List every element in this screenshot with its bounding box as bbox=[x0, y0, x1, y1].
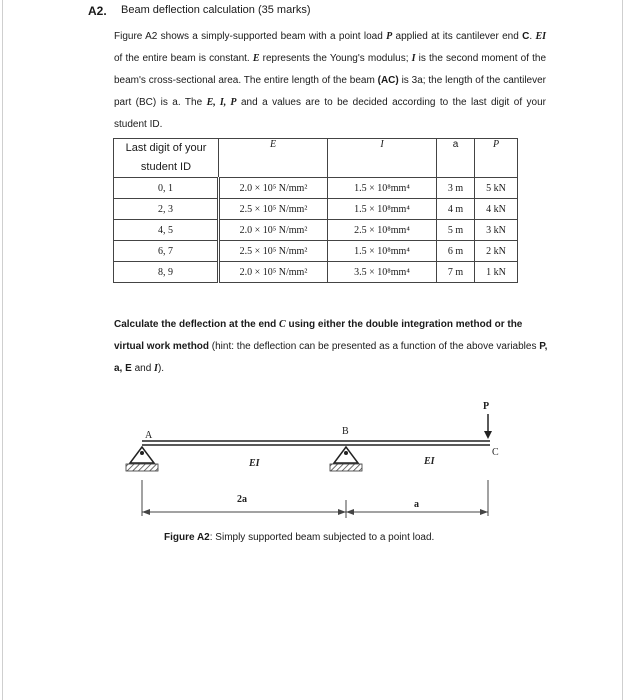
hint-text: ). bbox=[157, 363, 165, 374]
cell-a: 4 m bbox=[437, 199, 475, 220]
symbol-list: E, I, P bbox=[206, 97, 237, 108]
cell-a: 5 m bbox=[437, 220, 475, 241]
table-row bbox=[114, 262, 518, 283]
cell-digits: 6, 7 bbox=[114, 241, 219, 262]
symbol-c: C bbox=[522, 31, 530, 42]
cell-p: 5 kN bbox=[475, 178, 518, 199]
dim-a: a bbox=[414, 499, 419, 510]
question-title: Beam deflection calculation (35 marks) bbox=[121, 4, 311, 16]
cell-i: 2.5 × 10⁸mm⁴ bbox=[328, 220, 437, 241]
symbol-ei: EI bbox=[535, 31, 547, 42]
table-row bbox=[114, 241, 518, 262]
cell-i: 1.5 × 10⁸mm⁴ bbox=[328, 199, 437, 220]
cell-digits: 8, 9 bbox=[114, 262, 219, 283]
caption-label: Figure A2 bbox=[164, 532, 210, 543]
cell-p: 2 kN bbox=[475, 241, 518, 262]
symbol-e: E bbox=[252, 53, 260, 64]
cell-a: 3 m bbox=[437, 178, 475, 199]
cell-i: 1.5 × 10⁸mm⁴ bbox=[328, 241, 437, 262]
cell-i: 3.5 × 10⁸mm⁴ bbox=[328, 262, 437, 283]
header-e: E bbox=[219, 139, 328, 178]
table-row bbox=[114, 178, 518, 199]
cell-i: 1.5 × 10⁸mm⁴ bbox=[328, 178, 437, 199]
intro-text: applied at its cantilever end bbox=[392, 31, 523, 42]
page-border-left bbox=[2, 0, 3, 700]
table-row bbox=[114, 220, 518, 241]
table-row bbox=[114, 199, 518, 220]
dim-2a: 2a bbox=[237, 494, 247, 505]
header-p: P bbox=[475, 139, 518, 178]
cell-digits: 0, 1 bbox=[114, 178, 219, 199]
intro-text: . bbox=[529, 31, 536, 42]
parameter-table bbox=[113, 138, 518, 283]
cell-p: 4 kN bbox=[475, 199, 518, 220]
hint-text: (hint: the deflection can be presented as a function of the above variables bbox=[209, 341, 540, 352]
page-border-right bbox=[622, 0, 623, 700]
beam bbox=[142, 441, 490, 445]
symbol-i: I bbox=[411, 53, 416, 64]
header-i: I bbox=[328, 139, 437, 178]
intro-text: is the second moment of the beam's cross-sectional area. The entire length of the beam bbox=[114, 53, 547, 86]
instruction-paragraph bbox=[114, 314, 550, 380]
cell-digits: 2, 3 bbox=[114, 199, 219, 220]
header-student-id: Last digit of your student ID bbox=[114, 139, 219, 178]
label-a: A bbox=[145, 430, 153, 441]
symbol-list: P, a, E bbox=[114, 341, 548, 374]
cell-p: 1 kN bbox=[475, 262, 518, 283]
symbol-p: P bbox=[386, 31, 393, 42]
cell-e: 2.0 × 10⁵ N/mm² bbox=[219, 178, 328, 199]
intro-text: is 3a; the length of the cantilever part (BC) is a. The bbox=[114, 75, 546, 108]
label-ei-right: EI bbox=[424, 456, 435, 467]
instruction-text: Calculate the deflection at the end bbox=[114, 319, 280, 330]
intro-text: Figure A2 shows a simply-supported beam with a point load bbox=[114, 31, 387, 42]
dimension-lines bbox=[142, 480, 488, 518]
symbol-c: C bbox=[279, 319, 286, 330]
label-ei-left: EI bbox=[249, 458, 260, 469]
beam-figure bbox=[100, 390, 500, 525]
cell-p: 3 kN bbox=[475, 220, 518, 241]
label-b: B bbox=[342, 426, 349, 437]
question-number: A2. bbox=[88, 4, 107, 18]
cell-e: 2.5 × 10⁵ N/mm² bbox=[219, 199, 328, 220]
instruction-text: using either the double integration method or the virtual work method bbox=[114, 319, 523, 352]
intro-text: of the entire beam is constant. bbox=[114, 53, 253, 64]
table-header-row bbox=[114, 139, 518, 178]
cell-e: 2.0 × 10⁵ N/mm² bbox=[219, 262, 328, 283]
cell-e: 2.5 × 10⁵ N/mm² bbox=[219, 241, 328, 262]
intro-text: and a values are to be decided according to the last digit of your student ID. bbox=[114, 97, 546, 130]
cell-a: 6 m bbox=[437, 241, 475, 262]
label-c: C bbox=[492, 447, 499, 458]
cell-e: 2.0 × 10⁵ N/mm² bbox=[219, 220, 328, 241]
symbol-i: I bbox=[154, 363, 158, 374]
caption-text: : Simply supported beam subjected to a point load. bbox=[209, 532, 435, 543]
intro-text: represents the Young's modulus; bbox=[259, 53, 412, 64]
symbol-ac: (AC) bbox=[377, 75, 399, 86]
cell-digits: 4, 5 bbox=[114, 220, 219, 241]
hint-text: and bbox=[131, 363, 155, 374]
label-p: P bbox=[483, 401, 490, 412]
cell-a: 7 m bbox=[437, 262, 475, 283]
point-load-arrow bbox=[484, 414, 492, 439]
pin-support-a bbox=[126, 447, 158, 471]
intro-paragraph bbox=[114, 26, 546, 136]
roller-support-b bbox=[330, 447, 362, 471]
figure-caption bbox=[164, 532, 434, 543]
header-a: a bbox=[437, 139, 475, 178]
